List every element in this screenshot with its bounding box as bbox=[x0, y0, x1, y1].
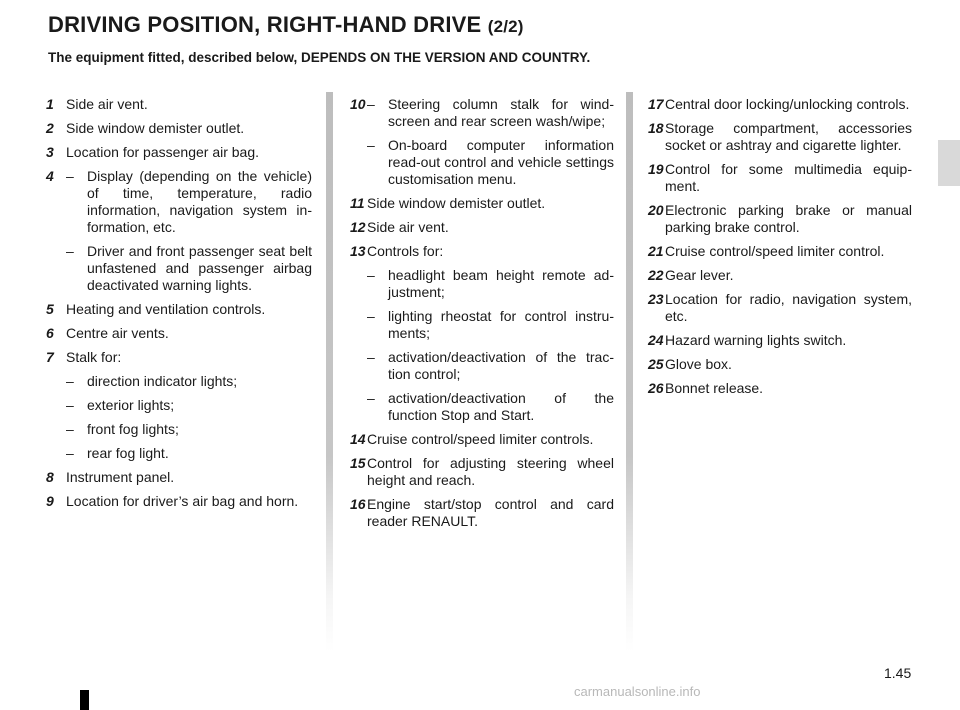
page-corner-mark bbox=[80, 690, 89, 710]
legend-number: 22 bbox=[648, 267, 664, 283]
legend-text: Control for some multimedia equipment. bbox=[665, 161, 912, 194]
legend-number: 16 bbox=[350, 496, 366, 512]
legend-subitem bbox=[367, 96, 614, 130]
dash-bullet: – bbox=[367, 390, 375, 406]
page-subtitle: The equipment fitted, described below, DEPENDS ON THE VERSION AND COUNTRY. bbox=[48, 50, 591, 65]
legend-item bbox=[350, 195, 614, 212]
legend-text: Bonnet release. bbox=[665, 380, 764, 396]
legend-number: 24 bbox=[648, 332, 664, 348]
legend-text: Side window demister outlet. bbox=[66, 120, 245, 136]
page-title bbox=[48, 12, 524, 38]
legend-subitem bbox=[367, 308, 614, 342]
legend-item bbox=[648, 380, 912, 397]
dash-bullet: – bbox=[66, 397, 74, 413]
dash-bullet: – bbox=[367, 96, 375, 112]
legend-text: Hazard warning lights switch. bbox=[665, 332, 847, 348]
legend-text: Control for adjusting steering wheel height and reach. bbox=[367, 455, 614, 488]
legend-subitem-text: front fog lights; bbox=[87, 421, 179, 437]
legend-subitem bbox=[66, 421, 312, 438]
legend-text: Side window demister outlet. bbox=[367, 195, 546, 211]
legend-item bbox=[648, 120, 912, 154]
legend-text: Controls for: bbox=[367, 243, 444, 259]
legend-text: Centre air vents. bbox=[66, 325, 169, 341]
title-part-indicator: (2/2) bbox=[487, 17, 524, 36]
legend-number: 6 bbox=[46, 325, 54, 341]
legend-item bbox=[648, 243, 912, 260]
legend-item bbox=[46, 349, 312, 366]
legend-column-2 bbox=[350, 96, 614, 537]
legend-item bbox=[648, 291, 912, 325]
legend-item bbox=[350, 243, 614, 260]
dash-bullet: – bbox=[66, 421, 74, 437]
legend-number: 19 bbox=[648, 161, 664, 177]
legend-item bbox=[46, 144, 312, 161]
dash-bullet: – bbox=[66, 243, 74, 259]
legend-text: Glove box. bbox=[665, 356, 732, 372]
legend-text: Location for passenger air bag. bbox=[66, 144, 260, 160]
legend-subitem bbox=[367, 349, 614, 383]
legend-item bbox=[350, 455, 614, 489]
legend-column-1 bbox=[46, 96, 312, 517]
legend-item bbox=[648, 202, 912, 236]
legend-item bbox=[648, 356, 912, 373]
legend-item bbox=[350, 219, 614, 236]
section-tab-marker bbox=[938, 140, 960, 186]
legend-item bbox=[350, 431, 614, 448]
legend-number: 18 bbox=[648, 120, 664, 136]
legend-text: Cruise control/speed limiter controls. bbox=[367, 431, 594, 447]
legend-subitem bbox=[66, 445, 312, 462]
legend-subitem bbox=[367, 390, 614, 424]
legend-item bbox=[46, 493, 312, 510]
legend-number: 23 bbox=[648, 291, 664, 307]
page-number: 1.45 bbox=[884, 665, 912, 681]
legend-item bbox=[46, 168, 312, 236]
legend-subitem bbox=[367, 137, 614, 188]
legend-subitem bbox=[367, 267, 614, 301]
legend-text: Location for radio, navigation system, etc. bbox=[665, 291, 912, 324]
legend-text: Heating and ventilation controls. bbox=[66, 301, 266, 317]
legend-item bbox=[46, 469, 312, 486]
legend-subitem bbox=[66, 243, 312, 294]
legend-text: Electronic parking brake or manual parking brake control. bbox=[665, 202, 912, 235]
legend-number: 4 bbox=[46, 168, 54, 184]
legend-subitem-text: Display (depending on the vehicle) of time, temperature, radio information, navigation system information, etc. bbox=[87, 168, 312, 235]
legend-number: 17 bbox=[648, 96, 664, 112]
legend-text: Gear lever. bbox=[665, 267, 734, 283]
legend-item bbox=[648, 332, 912, 349]
dash-bullet: – bbox=[66, 373, 74, 389]
legend-subitem bbox=[66, 397, 312, 414]
title-text: DRIVING POSITION, RIGHT-HAND DRIVE bbox=[48, 12, 482, 37]
legend-number: 14 bbox=[350, 431, 366, 447]
legend-column-3 bbox=[648, 96, 912, 404]
legend-number: 12 bbox=[350, 219, 366, 235]
legend-number: 1 bbox=[46, 96, 54, 112]
legend-number: 20 bbox=[648, 202, 664, 218]
legend-text: Central door locking/unlocking controls. bbox=[665, 96, 910, 112]
legend-number: 15 bbox=[350, 455, 366, 471]
dash-bullet: – bbox=[367, 308, 375, 324]
legend-subitem-text: Driver and front passenger seat belt unfastened and passenger airbag deactivated warning lights. bbox=[87, 243, 312, 293]
column-divider bbox=[626, 92, 633, 652]
legend-subitem-text: direction indicator lights; bbox=[87, 373, 238, 389]
legend-text: Storage compartment, accessories socket or ashtray and cigarette lighter. bbox=[665, 120, 912, 153]
legend-number: 3 bbox=[46, 144, 54, 160]
legend-subitem-text: headlight beam height remote adjustment; bbox=[388, 267, 614, 300]
legend-item bbox=[46, 120, 312, 137]
legend-number: 11 bbox=[350, 195, 365, 211]
dash-bullet: – bbox=[66, 445, 74, 461]
legend-number: 21 bbox=[648, 243, 664, 259]
legend-number: 13 bbox=[350, 243, 366, 259]
legend-subitem-text: On-board computer information read-out control and vehicle settings customisation menu. bbox=[388, 137, 614, 187]
legend-subitem-text: exterior lights; bbox=[87, 397, 175, 413]
legend-subitem-text: lighting rheostat for control instruments; bbox=[388, 308, 614, 341]
watermark-text: carmanualsonline.info bbox=[574, 684, 701, 699]
dash-bullet: – bbox=[367, 137, 375, 153]
legend-subitem-text: activation/deactivation of the function Stop and Start. bbox=[388, 390, 614, 423]
legend-number: 25 bbox=[648, 356, 664, 372]
legend-subitem bbox=[66, 168, 312, 236]
legend-number: 9 bbox=[46, 493, 54, 509]
legend-text: Stalk for: bbox=[66, 349, 122, 365]
legend-text: Cruise control/speed limiter control. bbox=[665, 243, 885, 259]
legend-subitem-text: rear fog light. bbox=[87, 445, 169, 461]
legend-number: 8 bbox=[46, 469, 54, 485]
legend-number: 10 bbox=[350, 96, 366, 112]
legend-subitem-text: Steering column stalk for windscreen and rear screen wash/wipe; bbox=[388, 96, 614, 129]
legend-subitem-text: activation/deactivation of the traction control; bbox=[388, 349, 614, 382]
legend-text: Location for driver’s air bag and horn. bbox=[66, 493, 299, 509]
legend-item bbox=[648, 161, 912, 195]
legend-item bbox=[46, 301, 312, 318]
legend-subitem bbox=[66, 373, 312, 390]
legend-number: 5 bbox=[46, 301, 54, 317]
dash-bullet: – bbox=[367, 267, 375, 283]
legend-number: 2 bbox=[46, 120, 54, 136]
column-divider bbox=[326, 92, 333, 652]
legend-item bbox=[648, 96, 912, 113]
legend-text: Instrument panel. bbox=[66, 469, 175, 485]
legend-number: 7 bbox=[46, 349, 54, 365]
legend-item bbox=[350, 496, 614, 530]
legend-text: Side air vent. bbox=[66, 96, 148, 112]
legend-number: 26 bbox=[648, 380, 664, 396]
dash-bullet: – bbox=[367, 349, 375, 365]
legend-item bbox=[46, 96, 312, 113]
legend-item bbox=[350, 96, 614, 130]
legend-text: Side air vent. bbox=[367, 219, 449, 235]
legend-text: Engine start/stop control and card reader RENAULT. bbox=[367, 496, 614, 529]
legend-item bbox=[648, 267, 912, 284]
legend-item bbox=[46, 325, 312, 342]
dash-bullet: – bbox=[66, 168, 74, 184]
